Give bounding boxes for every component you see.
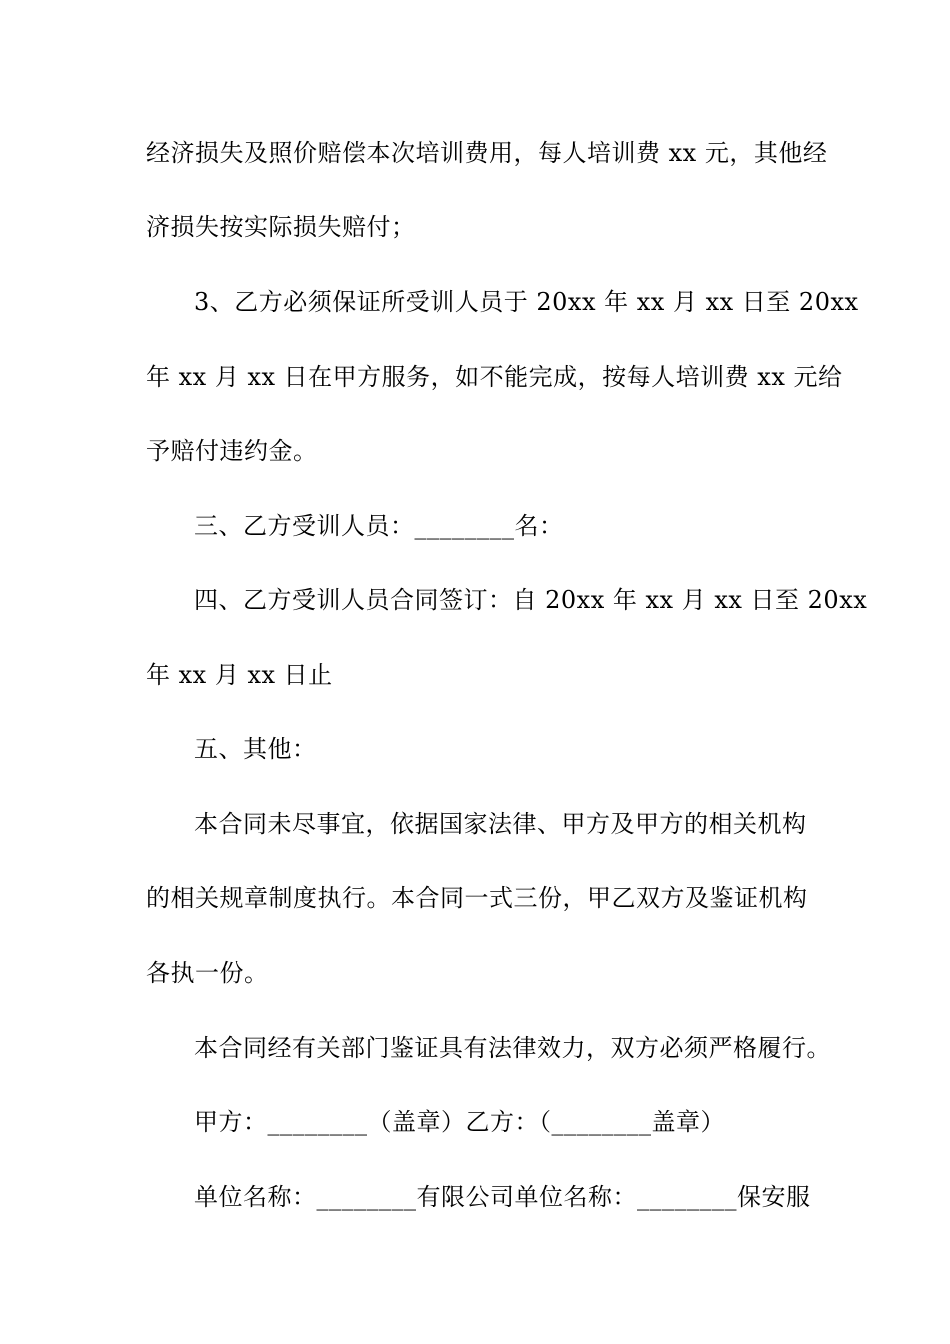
body-text-line: 本合同未尽事宜，依据国家法律、甲方及甲方的相关机构 [194,810,807,838]
body-text-line: 年 xx 月 xx 日止 [146,661,333,689]
clause-3-line: 3、乙方必须保证所受训人员于 20xx 年 xx 月 xx 日至 20xx [194,288,859,316]
section-4-heading: 四、乙方受训人员合同签订：自 20xx 年 xx 月 xx 日至 20xx [194,586,868,614]
body-text-line: 济损失按实际损失赔付； [146,213,416,241]
section-5-heading: 五、其他： [194,735,317,763]
body-text-line: 的相关规章制度执行。本合同一式三份，甲乙双方及鉴证机构 [146,884,808,912]
body-text-line: 各执一份。 [146,959,269,987]
signature-party-line: 甲方：________（盖章）乙方：（________盖章） [194,1108,725,1136]
body-text-line: 经济损失及照价赔偿本次培训费用，每人培训费 xx 元，其他经 [146,139,828,167]
body-text-line: 予赔付违约金。 [146,437,318,465]
body-text-line: 年 xx 月 xx 日在甲方服务，如不能完成，按每人培训费 xx 元给 [146,363,843,391]
section-3-heading: 三、乙方受训人员：________名： [194,512,564,540]
body-text-line: 本合同经有关部门鉴证具有法律效力，双方必须严格履行。 [194,1034,831,1062]
unit-name-line: 单位名称：________有限公司单位名称：________保安服 [194,1183,811,1211]
